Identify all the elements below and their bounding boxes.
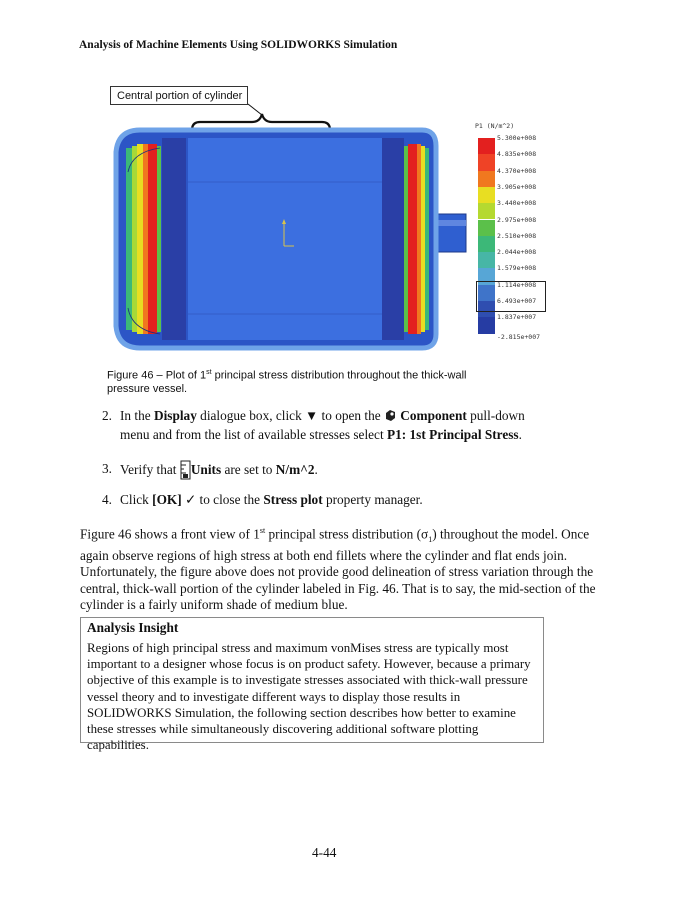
legend-value: 6.493e+007 [497, 297, 537, 305]
legend-swatch [478, 171, 495, 187]
running-header: Analysis of Machine Elements Using SOLIDWORKS Simulation [79, 39, 398, 51]
callout-leader [248, 104, 262, 115]
legend-value: 2.510e+008 [497, 231, 537, 240]
body-paragraph: Figure 46 shows a front view of 1st principal stress distribution $(\sigma_1)$ throughout the model. Once again observe regions of high stress at both end fillets where the cylinder and flat ends join. Unfortunately, the figure above does not provide good delineation of stress variation through the central, thick-wall portion of the cylinder labeled in Fig. 46. That is to say, the mid-section of the cylinder is a fairly uniform shade of medium blue. [80, 526, 596, 612]
legend-value: 4.835e+008 [497, 150, 537, 159]
legend-value: 5.300e+008 [497, 134, 537, 142]
legend-swatch [478, 236, 495, 252]
legend-swatch [478, 317, 495, 333]
legend-swatch [478, 203, 495, 219]
legend-value: 3.905e+008 [497, 182, 537, 191]
legend-value: -2.815e+007 [497, 333, 541, 341]
legend-swatch [478, 138, 495, 154]
legend-row [475, 313, 545, 333]
check-icon: ✓ [185, 492, 197, 507]
callout-label: Central portion of cylinder [110, 86, 248, 105]
page-number: 4-44 [312, 845, 337, 860]
component-icon [384, 409, 397, 426]
units-icon [180, 460, 191, 480]
legend-value: 2.044e+008 [497, 248, 537, 257]
legend-swatch [478, 252, 495, 268]
legend-value: 4.370e+008 [497, 166, 537, 175]
legend-swatch [478, 154, 495, 170]
legend-unit: P1 (N/m^2) [475, 122, 515, 130]
legend-value: 1.579e+008 [497, 264, 537, 273]
legend-value: 2.975e+008 [497, 215, 537, 224]
legend-highlight-box [476, 281, 546, 312]
dropdown-arrow-icon: ▼ [305, 408, 319, 423]
central-portion [188, 138, 382, 340]
insight-body: Regions of high principal stress and maximum vonMises stress are typically most important to a designer whose focus is on product safety. However, because a primary objective of this example is to investigate stresses associated with thick-wall pressure vessel theory and to investigate different ways to display those results in SOLIDWORKS Simulation, the following section describes how better to examine these stresses while simultaneously discovering additional software plotting capabilities. [87, 641, 531, 753]
legend-swatch [478, 187, 495, 203]
legend-value: 1.837e+007 [497, 313, 537, 322]
insight-title: Analysis Insight [87, 620, 179, 635]
legend-swatch [478, 220, 495, 236]
analysis-insight-box [80, 617, 544, 753]
figure-caption: Figure 46 – Plot of 1st principal stress distribution throughout the thick-wall pressure vessel. [107, 369, 467, 395]
legend-value: 3.440e+008 [497, 199, 537, 208]
legend-value: 1.114e+008 [497, 280, 537, 289]
